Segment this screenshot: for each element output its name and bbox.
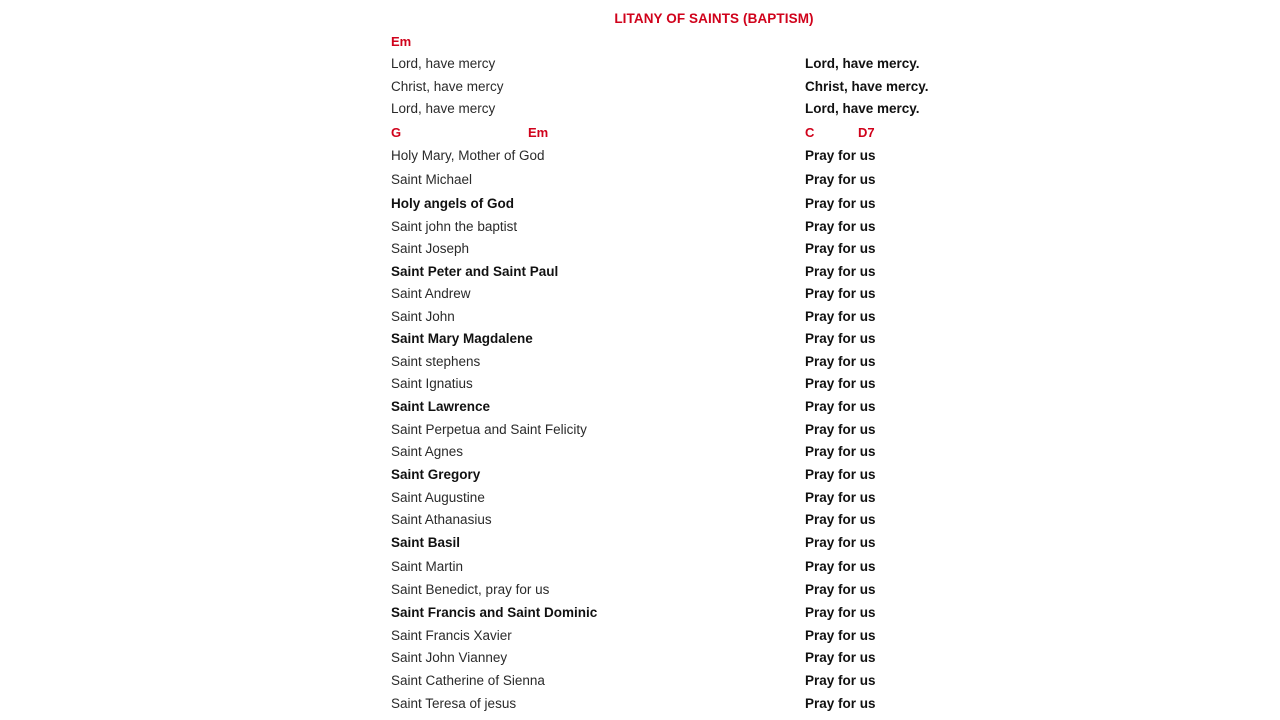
litany-call: Saint Martin — [391, 559, 464, 574]
litany-response: Pray for us — [805, 172, 876, 187]
litany-response: Pray for us — [805, 354, 876, 369]
litany-response: Pray for us — [805, 331, 876, 346]
litany-response: Pray for us — [805, 219, 876, 234]
litany-response: Pray for us — [805, 582, 876, 597]
litany-call: Saint Joseph — [391, 241, 470, 256]
litany-call: Saint Gregory — [391, 467, 481, 482]
litany-call: Saint john the baptist — [391, 219, 518, 234]
litany-call: Saint Mary Magdalene — [391, 331, 533, 346]
litany-response: Pray for us — [805, 650, 876, 665]
litany-call: Saint stephens — [391, 354, 481, 369]
litany-response: Pray for us — [805, 444, 876, 459]
litany-row — [0, 444, 1280, 464]
litany-row — [0, 376, 1280, 396]
kyrie-response: Lord, have mercy. — [805, 101, 920, 116]
litany-response: Pray for us — [805, 286, 876, 301]
litany-response: Pray for us — [805, 196, 876, 211]
kyrie-call: Lord, have mercy — [391, 56, 496, 71]
chord-verse-2: Em — [528, 125, 549, 140]
litany-response: Pray for us — [805, 309, 876, 324]
kyrie-response: Christ, have mercy. — [805, 79, 929, 94]
chord-verse-4: D7 — [858, 125, 875, 140]
kyrie-row — [0, 101, 1280, 121]
kyrie-row — [0, 56, 1280, 76]
litany-response: Pray for us — [805, 264, 876, 279]
kyrie-call: Christ, have mercy — [391, 79, 504, 94]
litany-response: Pray for us — [805, 422, 876, 437]
litany-row — [0, 673, 1280, 693]
litany-call: Saint Peter and Saint Paul — [391, 264, 559, 279]
litany-row — [0, 399, 1280, 419]
litany-row — [0, 219, 1280, 239]
litany-call: Saint Athanasius — [391, 512, 492, 527]
litany-row — [0, 605, 1280, 625]
kyrie-response: Lord, have mercy. — [805, 56, 920, 71]
litany-response: Pray for us — [805, 148, 876, 163]
litany-row — [0, 241, 1280, 261]
litany-row — [0, 559, 1280, 579]
litany-call: Saint Agnes — [391, 444, 464, 459]
litany-call: Holy Mary, Mother of God — [391, 148, 545, 163]
kyrie-row — [0, 79, 1280, 99]
litany-row — [0, 286, 1280, 306]
litany-row — [0, 628, 1280, 648]
litany-row — [0, 196, 1280, 216]
litany-row — [0, 422, 1280, 442]
litany-call: Saint Francis and Saint Dominic — [391, 605, 598, 620]
litany-row — [0, 696, 1280, 716]
litany-row — [0, 467, 1280, 487]
litany-row — [0, 582, 1280, 602]
litany-call: Saint John — [391, 309, 455, 324]
litany-call: Saint Teresa of jesus — [391, 696, 517, 711]
chord-intro: Em — [391, 34, 412, 49]
litany-response: Pray for us — [805, 605, 876, 620]
kyrie-call: Lord, have mercy — [391, 101, 496, 116]
litany-row — [0, 309, 1280, 329]
litany-row — [0, 535, 1280, 555]
litany-response: Pray for us — [805, 376, 876, 391]
litany-response: Pray for us — [805, 399, 876, 414]
litany-row — [0, 331, 1280, 351]
chord-verse-1: G — [391, 125, 402, 140]
litany-row — [0, 148, 1280, 168]
litany-row — [0, 490, 1280, 510]
litany-call: Saint Basil — [391, 535, 461, 550]
litany-call: Saint Michael — [391, 172, 473, 187]
litany-response: Pray for us — [805, 535, 876, 550]
litany-row — [0, 650, 1280, 670]
litany-response: Pray for us — [805, 696, 876, 711]
litany-call: Saint Francis Xavier — [391, 628, 512, 643]
litany-response: Pray for us — [805, 467, 876, 482]
litany-call: Saint Benedict, pray for us — [391, 582, 550, 597]
litany-response: Pray for us — [805, 512, 876, 527]
litany-call: Saint Perpetua and Saint Felicity — [391, 422, 587, 437]
litany-response: Pray for us — [805, 673, 876, 688]
litany-call: Saint Catherine of Sienna — [391, 673, 545, 688]
litany-row — [0, 354, 1280, 374]
litany-call: Holy angels of God — [391, 196, 515, 211]
document-title: LITANY OF SAINTS (BAPTISM) — [614, 11, 814, 26]
litany-call: Saint Lawrence — [391, 399, 491, 414]
litany-response: Pray for us — [805, 628, 876, 643]
litany-response: Pray for us — [805, 241, 876, 256]
litany-call: Saint John Vianney — [391, 650, 508, 665]
litany-row — [0, 264, 1280, 284]
litany-response: Pray for us — [805, 559, 876, 574]
litany-call: Saint Augustine — [391, 490, 485, 505]
litany-response: Pray for us — [805, 490, 876, 505]
litany-call: Saint Ignatius — [391, 376, 473, 391]
chord-verse-3: C — [805, 125, 815, 140]
litany-call: Saint Andrew — [391, 286, 471, 301]
litany-row — [0, 172, 1280, 192]
litany-row — [0, 512, 1280, 532]
